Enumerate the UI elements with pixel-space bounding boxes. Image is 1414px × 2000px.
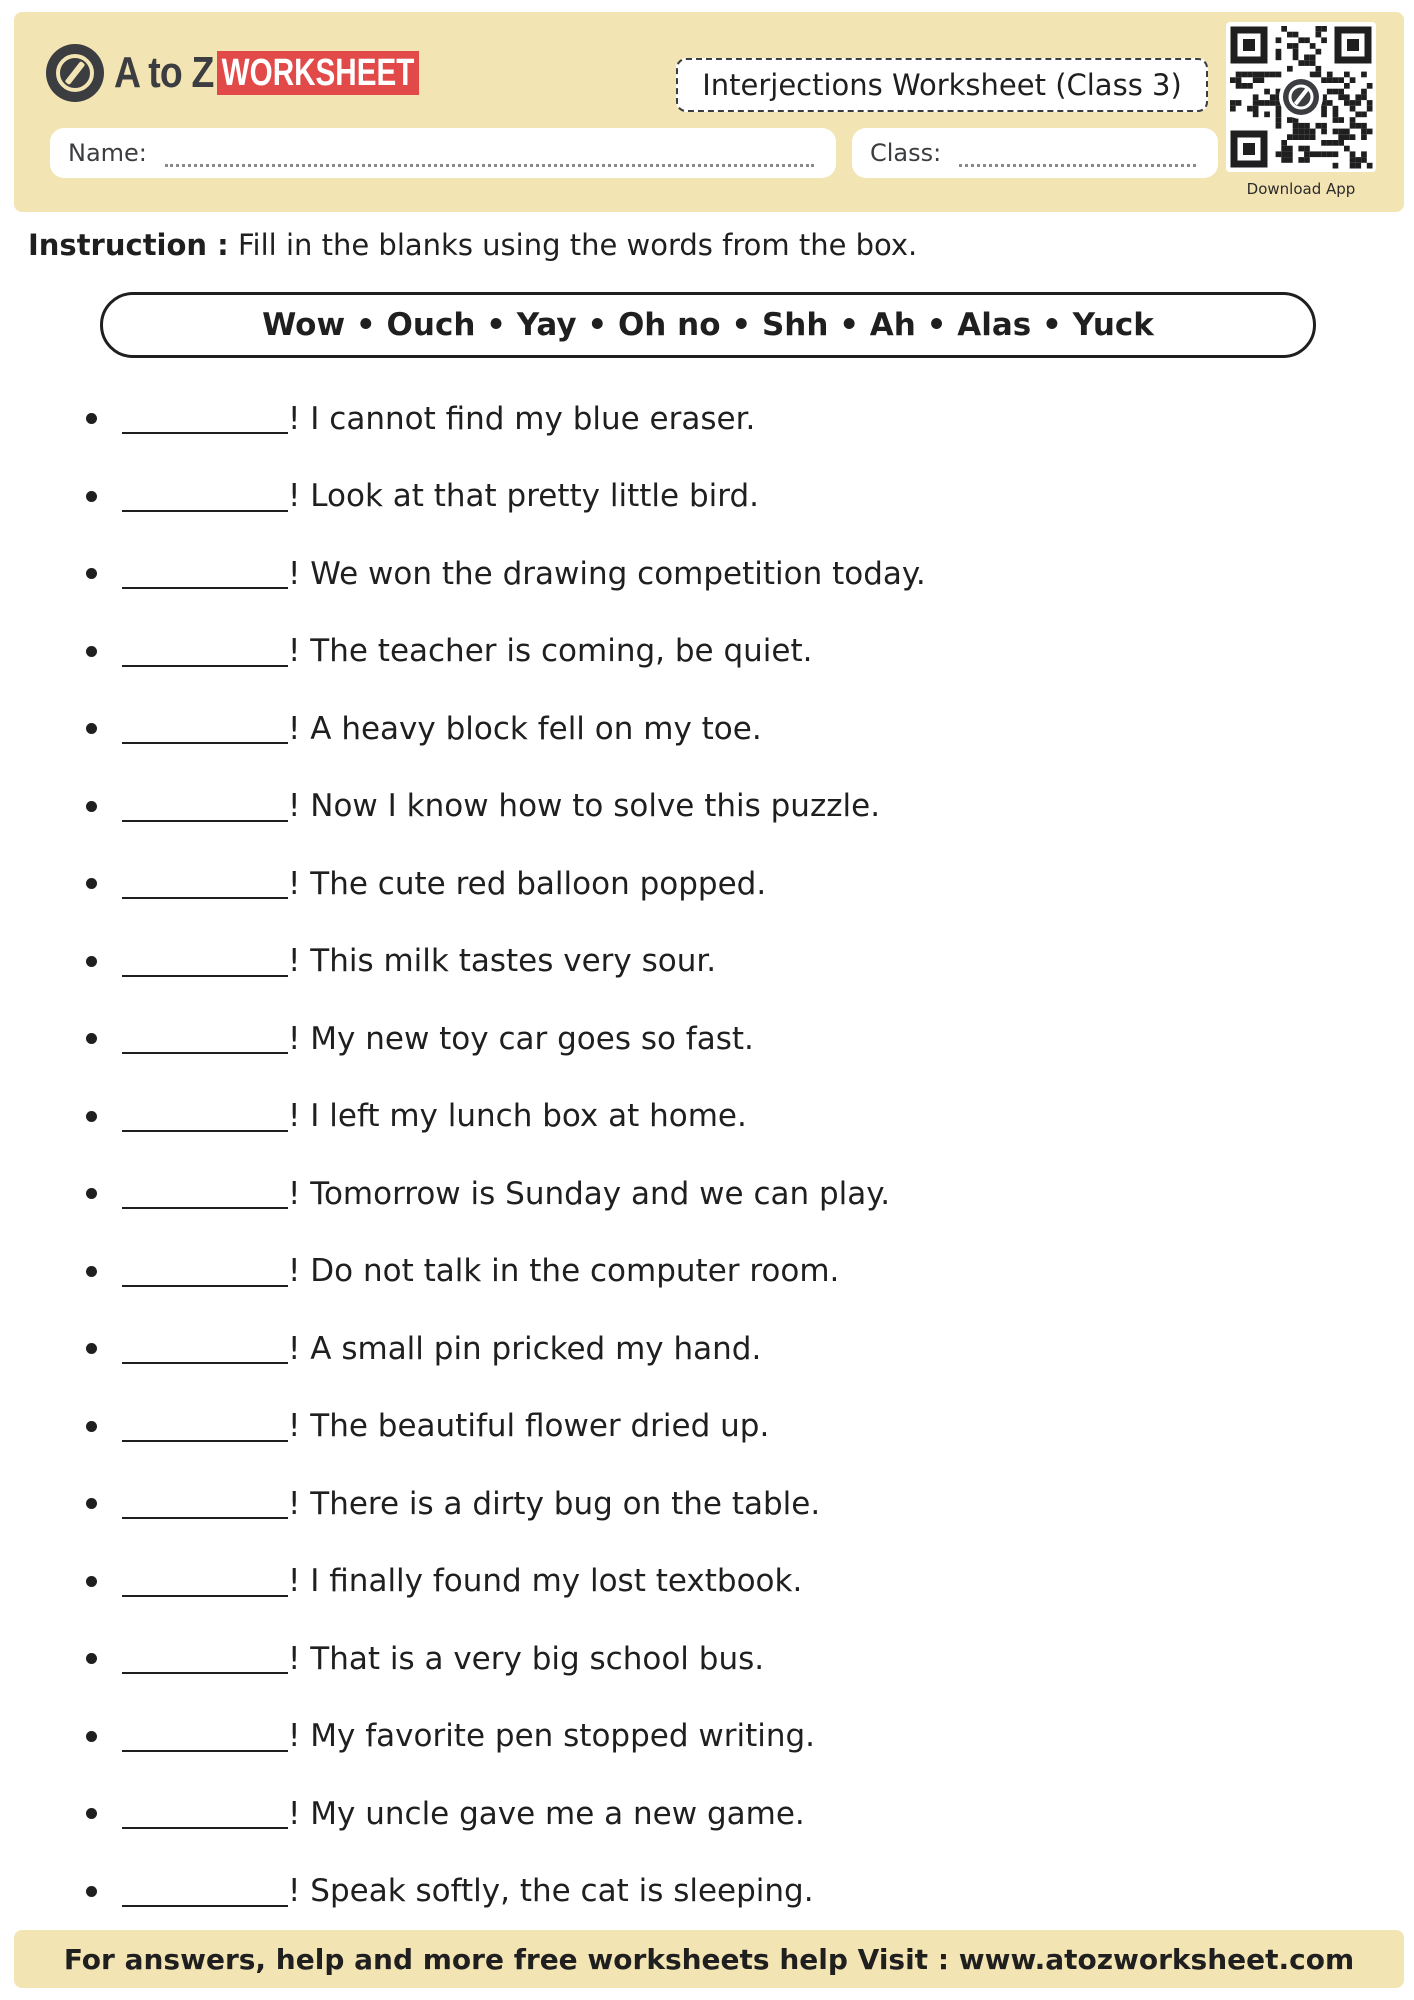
answer-blank[interactable] [122, 1517, 288, 1519]
qr-code-icon[interactable] [1226, 22, 1376, 172]
bullet-icon [86, 1886, 97, 1897]
bullet-icon [86, 1343, 97, 1354]
answer-blank[interactable] [122, 897, 288, 899]
bullet-icon [86, 878, 97, 889]
question-item [0, 1543, 1414, 1621]
answer-blank[interactable] [122, 587, 288, 589]
answer-blank[interactable] [122, 432, 288, 434]
answer-blank[interactable] [122, 1827, 288, 1829]
question-text: ! Now I know how to solve this puzzle. [288, 788, 881, 825]
question-text: ! My favorite pen stopped writing. [288, 1718, 816, 1755]
question-item [0, 923, 1414, 1001]
question-item [0, 535, 1414, 613]
bullet-icon [86, 1808, 97, 1819]
bullet-icon [86, 1653, 97, 1664]
answer-blank[interactable] [122, 1130, 288, 1132]
logo-text: A to Z [114, 48, 214, 97]
bullet-icon [86, 1731, 97, 1742]
question-item [0, 1853, 1414, 1931]
question-item [0, 380, 1414, 458]
bullet-icon [86, 1033, 97, 1044]
question-item [0, 768, 1414, 846]
bullet-icon [86, 1111, 97, 1122]
name-label: Name: [68, 139, 147, 167]
answer-blank[interactable] [122, 1440, 288, 1442]
bullet-icon [86, 646, 97, 657]
question-list [0, 380, 1414, 1930]
instruction-text: Fill in the blanks using the words from the box. [228, 228, 918, 262]
question-item [0, 1155, 1414, 1233]
word-box: Wow • Ouch • Yay • Oh no • Shh • Ah • Alas • Yuck [100, 292, 1316, 358]
answer-blank[interactable] [122, 1595, 288, 1597]
question-item [0, 1698, 1414, 1776]
question-item [0, 613, 1414, 691]
name-field[interactable] [50, 128, 836, 178]
class-label: Class: [870, 139, 942, 167]
bullet-icon [86, 568, 97, 579]
bullet-icon [86, 1576, 97, 1587]
bullet-icon [86, 1498, 97, 1509]
bullet-icon [86, 1266, 97, 1277]
answer-blank[interactable] [122, 1285, 288, 1287]
answer-blank[interactable] [122, 1362, 288, 1364]
bullet-icon [86, 956, 97, 967]
question-text: ! I cannot find my blue eraser. [288, 400, 756, 437]
qr-caption: Download App [1246, 180, 1356, 198]
question-text: ! A small pin pricked my hand. [288, 1330, 762, 1367]
question-text: ! The teacher is coming, be quiet. [288, 633, 813, 670]
class-dotted-line [959, 162, 1196, 167]
answer-blank[interactable] [122, 1750, 288, 1752]
footer-banner[interactable]: For answers, help and more free worksheets help Visit : www.atozworksheet.com [14, 1930, 1404, 1988]
question-text: ! That is a very big school bus. [288, 1640, 765, 1677]
class-field[interactable] [852, 128, 1218, 178]
question-text: ! A heavy block fell on my toe. [288, 710, 762, 747]
answer-blank[interactable] [122, 1905, 288, 1907]
answer-blank[interactable] [122, 1672, 288, 1674]
bullet-icon [86, 1421, 97, 1432]
question-text: ! We won the drawing competition today. [288, 555, 926, 592]
question-text: ! My uncle gave me a new game. [288, 1795, 805, 1832]
question-text: ! My new toy car goes so fast. [288, 1020, 754, 1057]
question-item [0, 1620, 1414, 1698]
bullet-icon [86, 413, 97, 424]
question-item [0, 1000, 1414, 1078]
question-item [0, 845, 1414, 923]
worksheet-header [14, 12, 1404, 212]
question-text: ! There is a dirty bug on the table. [288, 1485, 821, 1522]
name-dotted-line [165, 162, 814, 167]
question-item [0, 458, 1414, 536]
answer-blank[interactable] [122, 665, 288, 667]
question-item [0, 1310, 1414, 1388]
question-item [0, 690, 1414, 768]
bullet-icon [86, 723, 97, 734]
answer-blank[interactable] [122, 975, 288, 977]
question-text: ! This milk tastes very sour. [288, 943, 717, 980]
pen-logo-icon [46, 44, 104, 102]
question-text: ! Look at that pretty little bird. [288, 478, 759, 515]
question-item [0, 1465, 1414, 1543]
bullet-icon [86, 1188, 97, 1199]
question-item [0, 1388, 1414, 1466]
question-item [0, 1078, 1414, 1156]
question-item [0, 1775, 1414, 1853]
answer-blank[interactable] [122, 1052, 288, 1054]
answer-blank[interactable] [122, 742, 288, 744]
question-item [0, 1233, 1414, 1311]
instruction [28, 228, 917, 262]
question-text: ! Tomorrow is Sunday and we can play. [288, 1175, 891, 1212]
question-text: ! The cute red balloon popped. [288, 865, 767, 902]
worksheet-title: Interjections Worksheet (Class 3) [676, 58, 1208, 112]
answer-blank[interactable] [122, 1207, 288, 1209]
question-text: ! The beautiful flower dried up. [288, 1408, 770, 1445]
bullet-icon [86, 801, 97, 812]
question-text: ! Do not talk in the computer room. [288, 1253, 840, 1290]
bullet-icon [86, 491, 97, 502]
question-text: ! I finally found my lost textbook. [288, 1563, 803, 1600]
answer-blank[interactable] [122, 820, 288, 822]
logo-badge: WORKSHEET [217, 51, 419, 95]
question-text: ! Speak softly, the cat is sleeping. [288, 1873, 814, 1910]
answer-blank[interactable] [122, 510, 288, 512]
instruction-lead: Instruction : [28, 228, 229, 262]
brand-logo [46, 40, 476, 106]
question-text: ! I left my lunch box at home. [288, 1098, 747, 1135]
